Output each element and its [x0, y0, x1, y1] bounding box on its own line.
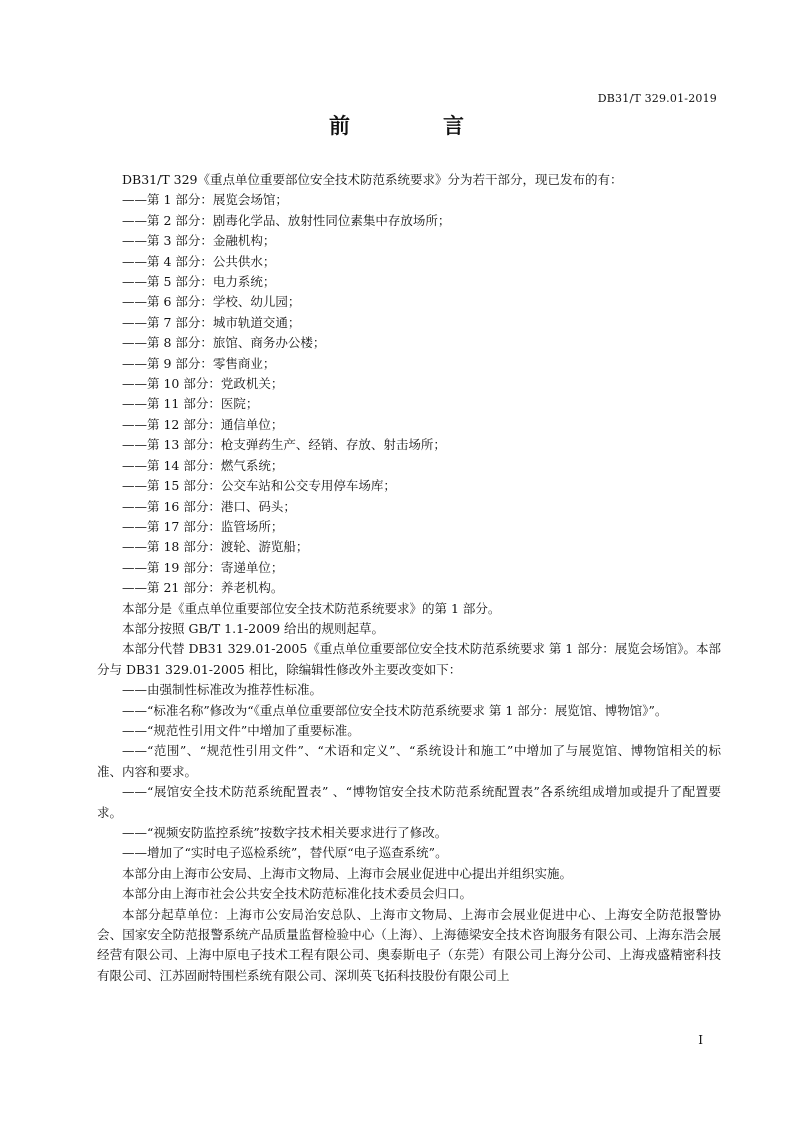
- intro-paragraph: DB31/T 329《重点单位重要部位安全技术防范系统要求》分为若干部分，现已发布的有：: [122, 172, 623, 187]
- list-item: ——第 17 部分：监管场所；: [122, 518, 284, 534]
- list-item: ——第 14 部分：燃气系统；: [122, 457, 284, 473]
- page-title: 前 言: [329, 114, 500, 138]
- body-paragraph: ——“规范性引用文件”中增加了重要标准。: [122, 722, 360, 738]
- body-paragraph: 本部分起草单位：上海市公安局治安总队、上海市文物局、上海市会展业促进中心、上海安全防范报警协会、国家安全防范报警系统产品质量监督检验中心（上海）、上海德梁安全技术咨询服务有限公司、上海东浩会展经营有限公司、上海中原电子技术工程有限公司、奥泰斯电子（东莞）有限公司上海分公司、上海戎盛精密科技有限公司、江苏固耐特围栏系统有限公司、深圳英飞拓科技股份有限公司上: [97, 906, 721, 983]
- list-item: ——第 11 部分：医院；: [122, 396, 259, 412]
- list-item: ——第 8 部分：旅馆、商务办公楼；: [122, 335, 326, 351]
- list-item: ——第 10 部分：党政机关；: [122, 376, 284, 392]
- body-paragraph: ——“展馆安全技术防范系统配置表” 、“博物馆安全技术防范系统配置表”各系统组成增加或提升了配置要求。: [97, 784, 721, 820]
- body-paragraph: ——由强制性标准改为推荐性标准。: [122, 682, 323, 698]
- list-item: ——第 1 部分：展览会场馆；: [122, 192, 288, 208]
- body-paragraph: ——“范围”、“规范性引用文件”、“术语和定义”、“系统设计和施工”中增加了与展览馆、博物馆相关的标准、内容和要求。: [97, 743, 721, 779]
- parts-list: [97, 190, 721, 598]
- body-paragraph: ——“标准名称”修改为“《重点单位重要部位安全技术防范系统要求 第 1 部分：展览馆、博物馆》”。: [122, 702, 668, 718]
- list-item: ——第 12 部分：通信单位；: [122, 416, 284, 432]
- list-item: ——第 6 部分：学校、幼儿园；: [122, 294, 301, 310]
- body-paragraph: 本部分按照 GB/T 1.1-2009 给出的规则起草。: [122, 620, 385, 636]
- list-item: ——第 3 部分：金融机构；: [122, 233, 276, 249]
- list-item: ——第 2 部分：剧毒化学品、放射性同位素集中存放场所；: [122, 212, 451, 228]
- body-paragraph: 本部分代替 DB31 329.01-2005《重点单位重要部位安全技术防范系统要求 第 1 部分：展览会场馆》。本部分与 DB31 329.01-2005 相比，除编辑性修改外主要改变如下：: [97, 641, 721, 677]
- list-item: ——第 19 部分：寄递单位；: [122, 559, 284, 575]
- list-item: ——第 7 部分：城市轨道交通；: [122, 314, 301, 330]
- body-paragraph: 本部分由上海市社会公共安全技术防范标准化技术委员会归口。: [122, 886, 473, 902]
- list-item: ——第 15 部分：公交车站和公交专用停车场库；: [122, 478, 396, 494]
- document-body: [97, 170, 721, 986]
- list-item: ——第 18 部分：渡轮、游览船；: [122, 539, 309, 555]
- list-item: ——第 9 部分：零售商业；: [122, 355, 276, 371]
- list-item: ——第 21 部分：养老机构。: [122, 580, 284, 596]
- list-item: ——第 16 部分：港口、码头；: [122, 498, 296, 514]
- list-item: ——第 4 部分：公共供水；: [122, 253, 276, 269]
- body-paragraph: 本部分由上海市公安局、上海市文物局、上海市会展业促进中心提出并组织实施。: [122, 865, 573, 881]
- body-paragraph: 本部分是《重点单位重要部位安全技术防范系统要求》的第 1 部分。: [122, 600, 501, 616]
- list-item: ——第 5 部分：电力系统；: [122, 274, 276, 290]
- body-paragraph: ——增加了“实时电子巡检系统”，替代原“电子巡查系统”。: [122, 845, 448, 861]
- body-paragraph: ——“视频安防监控系统”按数字技术相关要求进行了修改。: [122, 825, 448, 840]
- list-item: ——第 13 部分：枪支弹药生产、经销、存放、射击场所；: [122, 437, 446, 453]
- page-number: I: [698, 1033, 703, 1047]
- document-code: DB31/T 329.01-2019: [597, 92, 717, 105]
